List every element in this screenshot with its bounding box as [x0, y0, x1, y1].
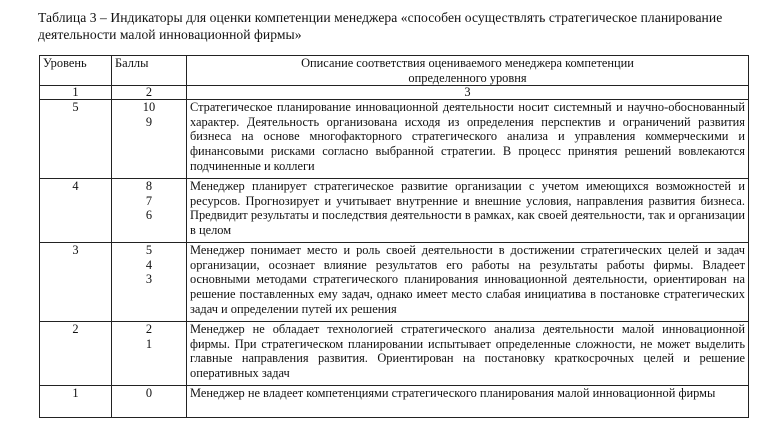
row-description — [187, 322, 749, 386]
table-row — [40, 243, 749, 322]
points-value: 7 — [145, 193, 153, 208]
table-row — [40, 179, 749, 243]
row-level: 2 — [40, 322, 112, 386]
row-points — [112, 322, 187, 386]
points-value: 9 — [145, 114, 153, 129]
points-value: 6 — [145, 208, 153, 222]
competence-indicators-table — [39, 55, 749, 418]
row-level: 4 — [40, 179, 112, 243]
table-row — [40, 100, 749, 179]
row-level: 5 — [40, 100, 112, 179]
row-points — [112, 386, 187, 418]
header-level: Уровень — [40, 56, 112, 86]
row-description — [187, 243, 749, 322]
column-number-1: 1 — [40, 86, 112, 100]
points-value: 1 — [145, 336, 153, 351]
table-caption: Таблица 3 – Индикаторы для оценки компетенции менеджера «способен осуществлять стратегическое планирование деятельности малой инновационной фирмы» — [38, 10, 723, 42]
table-row — [40, 322, 749, 386]
row-points — [112, 100, 187, 179]
row-description — [187, 386, 749, 418]
table-row — [40, 386, 749, 418]
row-description — [187, 179, 749, 243]
points-value: 5 — [145, 243, 153, 258]
description-text: Менеджер не владеет компетенциями стратегического планирования малой инновационной фирмы — [190, 386, 716, 401]
header-row — [40, 56, 749, 86]
points-value: 8 — [145, 179, 153, 194]
points-value: 10 — [142, 100, 156, 115]
description-text: Менеджер понимает место и роль своей деятельности в достижении стратегических целей и задач организации, осознает влияние результатов его работы на результаты работы фирмы. Владеет основными методами стратегического планирования инновационной деятельности, ориентирован на решение поставленных ему задач, однако имеет место слабая инициатива в постановке стратегических задач и определении путей их решения — [190, 243, 745, 316]
column-number-2: 2 — [112, 86, 187, 100]
row-points — [112, 243, 187, 322]
description-text: Стратегическое планирование инновационной деятельности носит системный и научно-обоснованный характер. Деятельность организована исходя из определения перспектив и ограничений развития бизнеса на основе многофакторного стратегического анализа и управления коммерческими и финансовыми рисками согласно выбранной стратегии. В процесс принятия решений вовлекаются подчиненные и коллеги — [190, 100, 745, 173]
points-value: 3 — [145, 272, 153, 286]
row-level: 1 — [40, 386, 112, 418]
row-description — [187, 100, 749, 179]
row-points — [112, 179, 187, 243]
column-number-row — [40, 86, 749, 100]
points-value: 2 — [145, 322, 153, 337]
column-number-3: 3 — [187, 86, 749, 100]
row-level: 3 — [40, 243, 112, 322]
points-value: 4 — [145, 257, 153, 272]
points-value: 0 — [145, 386, 153, 401]
header-description: Описание соответствия оцениваемого менеджера компетенции определенного уровня — [187, 56, 749, 86]
description-text: Менеджер не обладает технологией стратегического анализа деятельности малой инновационной фирмы. При стратегическом планировании испытывает определенные сложности, не может выделить главные направления развития. Ориентирован на постановку краткосрочных целей и решение оперативных задач — [190, 322, 745, 380]
header-points: Баллы — [112, 56, 187, 86]
description-text: Менеджер планирует стратегическое развитие организации с учетом имеющихся возможностей и ресурсов. Прогнозирует и учитывает внутренние и внешние условия, направления развития бизнеса. Предвидит результаты и последствия деятельности в рамках, как своей деятельности, так и организации в целом — [190, 179, 745, 237]
